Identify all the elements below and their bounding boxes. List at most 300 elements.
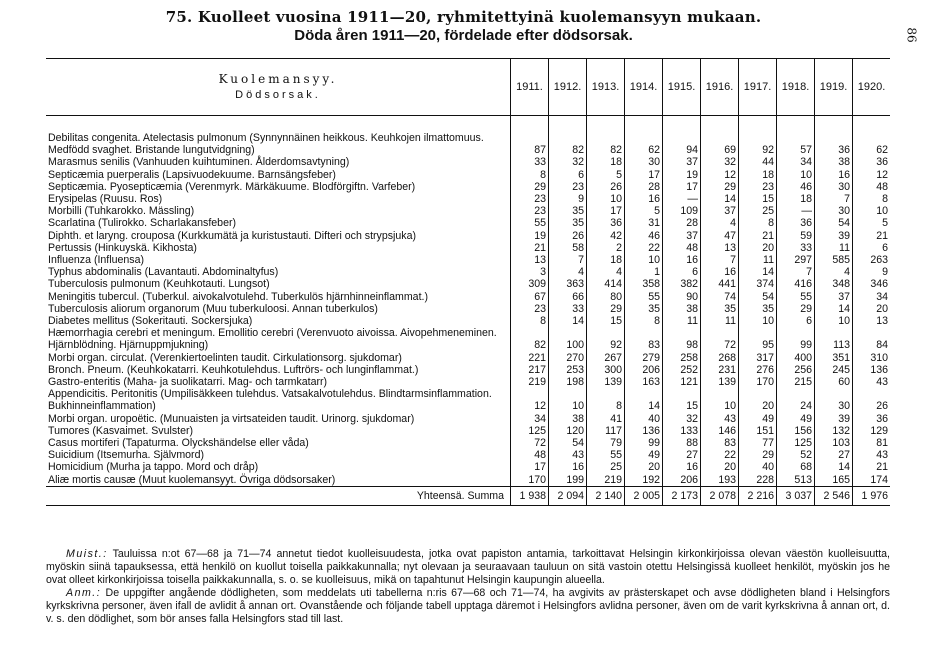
value-cell: 253 (549, 364, 587, 376)
table-row (46, 169, 890, 181)
value-cell: 7 (701, 254, 739, 266)
table-row (46, 230, 890, 242)
total-row (46, 486, 890, 505)
value-cell: 37 (663, 156, 701, 168)
value-cell: 19 (663, 169, 701, 181)
value-cell: 125 (511, 425, 549, 437)
value-cell: 83 (625, 327, 663, 351)
value-cell: 47 (701, 230, 739, 242)
value-cell: 276 (739, 364, 777, 376)
value-cell: 121 (663, 376, 701, 388)
table-row (46, 156, 890, 168)
value-cell: 24 (777, 388, 815, 412)
value-cell: 81 (853, 437, 891, 449)
value-cell: 16 (663, 254, 701, 266)
value-cell: 221 (511, 352, 549, 364)
table-row (46, 254, 890, 266)
value-cell: 13 (701, 242, 739, 254)
value-cell: 35 (549, 217, 587, 229)
value-cell: 48 (853, 181, 891, 193)
total-cell: 2 173 (663, 486, 701, 505)
value-cell: 585 (815, 254, 853, 266)
value-cell: 34 (511, 413, 549, 425)
value-cell: 49 (739, 413, 777, 425)
value-cell: 29 (701, 181, 739, 193)
page-number: 86 (904, 27, 919, 43)
value-cell: 441 (701, 278, 739, 290)
value-cell: 20 (625, 461, 663, 473)
value-cell: 206 (625, 364, 663, 376)
value-cell: 20 (739, 242, 777, 254)
cause-cell: Appendicitis. Peritonitis (Umpilisäkkeen tulehdus. Vatsakalvotulehdus. Blindtarmsinflammation. Bukhinneinflammation) (48, 388, 492, 413)
value-cell: 82 (511, 327, 549, 351)
value-cell: 26 (853, 388, 891, 412)
value-cell: 13 (853, 315, 891, 327)
cause-cell: Suicidium (Itsemurha. Självmord) (48, 449, 205, 462)
value-cell: 416 (777, 278, 815, 290)
value-cell: 151 (739, 425, 777, 437)
value-cell: 32 (549, 156, 587, 168)
cause-cell: Tumores (Kasvaimet. Svulster) (48, 424, 194, 437)
value-cell: 199 (549, 474, 587, 487)
value-cell: 41 (587, 413, 625, 425)
total-cell: 2 005 (625, 486, 663, 505)
table-row (46, 291, 890, 303)
value-cell: 4 (587, 266, 625, 278)
total-cell: 2 216 (739, 486, 777, 505)
value-cell: 30 (815, 388, 853, 412)
value-cell: 5 (853, 217, 891, 229)
value-cell: 36 (587, 217, 625, 229)
value-cell: 113 (815, 327, 853, 351)
value-cell: 146 (701, 425, 739, 437)
value-cell: 11 (739, 254, 777, 266)
table-row (46, 266, 890, 278)
value-cell: 35 (625, 303, 663, 315)
table-row (46, 116, 890, 157)
value-cell: 74 (701, 291, 739, 303)
value-cell: 16 (625, 193, 663, 205)
value-cell: 132 (815, 425, 853, 437)
table-row (46, 461, 890, 473)
value-cell: 163 (625, 376, 663, 388)
title-finnish: 75. Kuolleet vuosina 1911—20, ryhmitettyinä kuolemansyyn mukaan. (165, 8, 762, 26)
year-header: 1919. (815, 59, 853, 116)
year-header: 1915. (663, 59, 701, 116)
value-cell: 12 (853, 169, 891, 181)
value-cell: 14 (815, 461, 853, 473)
value-cell: 7 (815, 193, 853, 205)
cause-cell: Meningitis tubercul. (Tuberkul. aivokalvotulehd. Tuberkulös hjärnhinneinflammat.) (48, 290, 428, 303)
value-cell: 26 (587, 181, 625, 193)
value-cell: 30 (815, 205, 853, 217)
value-cell: 374 (739, 278, 777, 290)
cause-cell: Diabetes mellitus (Sokeritauti. Sockersjuka) (48, 315, 253, 328)
note-finnish-text: Tauluissa n:ot 67—68 ja 71—74 annetut tiedot kuolleisuudesta, jotka ovat papiston antamia, tarkoittavat Helsingin kirkonkirjoissa olevan väestön kuolleisuutta, myöskin siinä tapauksessa, että henkilö on kuollut toisella paikkakunnalla; nyt olevaan ja seuraavaan tauluun on sitä vastoin otettu Helsingissä kuolleet henkilöt, myöskin jos he ovat olleet kirkonkirjoissa toisella paikkakunnalla, s. o. se kuolleisuus, mikä on tapahtunut Helsingin kaupungin alueella. (46, 548, 890, 586)
value-cell: 54 (739, 291, 777, 303)
value-cell: 90 (663, 291, 701, 303)
value-cell: 7 (549, 254, 587, 266)
value-cell: 36 (815, 116, 853, 157)
value-cell: 83 (701, 437, 739, 449)
cause-cell: Septicæmia. Pyosepticæmia (Verenmyrk. Märkäkuume. Blodförgiftn. Varfeber) (48, 180, 416, 193)
value-cell: 38 (663, 303, 701, 315)
table-row (46, 449, 890, 461)
value-cell: 58 (549, 242, 587, 254)
value-cell: 82 (587, 116, 625, 157)
value-cell: 37 (701, 205, 739, 217)
value-cell: 23 (739, 181, 777, 193)
title-swedish: Döda åren 1911—20, fördelade efter dödsorsak. (294, 27, 633, 44)
value-cell: 10 (625, 254, 663, 266)
value-cell: 513 (777, 474, 815, 487)
value-cell: 54 (815, 217, 853, 229)
value-cell: 30 (625, 156, 663, 168)
value-cell: 252 (663, 364, 701, 376)
value-cell: 215 (777, 376, 815, 388)
value-cell: 21 (853, 461, 891, 473)
year-header: 1914. (625, 59, 663, 116)
value-cell: 54 (549, 437, 587, 449)
value-cell: 16 (549, 461, 587, 473)
title-block (0, 8, 927, 44)
value-cell: 42 (587, 230, 625, 242)
value-cell: 77 (739, 437, 777, 449)
value-cell: 55 (625, 291, 663, 303)
value-cell: 414 (587, 278, 625, 290)
value-cell: 258 (663, 352, 701, 364)
value-cell: 29 (511, 181, 549, 193)
value-cell: 94 (663, 116, 701, 157)
table-row (46, 364, 890, 376)
value-cell: 136 (853, 364, 891, 376)
value-cell: 18 (777, 193, 815, 205)
value-cell: 13 (511, 254, 549, 266)
value-cell: 29 (777, 303, 815, 315)
value-cell: 33 (777, 242, 815, 254)
cause-cell: Erysipelas (Ruusu. Ros) (48, 193, 163, 206)
note-finnish-lead: Muist.: (66, 548, 108, 560)
value-cell: 37 (663, 230, 701, 242)
value-cell: 95 (739, 327, 777, 351)
value-cell: 139 (587, 376, 625, 388)
value-cell: 10 (549, 388, 587, 412)
value-cell: 6 (853, 242, 891, 254)
value-cell: 32 (701, 156, 739, 168)
value-cell: 20 (701, 461, 739, 473)
value-cell: 92 (739, 116, 777, 157)
value-cell: 68 (777, 461, 815, 473)
value-cell: 228 (739, 474, 777, 487)
value-cell: 98 (663, 327, 701, 351)
value-cell: 8 (853, 193, 891, 205)
value-cell: 9 (549, 193, 587, 205)
value-cell: 57 (777, 116, 815, 157)
value-cell: 8 (587, 388, 625, 412)
value-cell: 217 (511, 364, 549, 376)
value-cell: 5 (625, 205, 663, 217)
value-cell: 17 (625, 169, 663, 181)
value-cell: 43 (853, 449, 891, 461)
value-cell: 117 (587, 425, 625, 437)
value-cell: 15 (739, 193, 777, 205)
value-cell: 66 (549, 291, 587, 303)
value-cell: 4 (549, 266, 587, 278)
value-cell: 21 (853, 230, 891, 242)
value-cell: 17 (663, 181, 701, 193)
value-cell: 4 (815, 266, 853, 278)
total-label: Yhteensä. Summa (46, 486, 511, 505)
value-cell: 400 (777, 352, 815, 364)
table-row (46, 413, 890, 425)
value-cell: 8 (511, 315, 549, 327)
value-cell: 37 (815, 291, 853, 303)
table-row (46, 327, 890, 351)
value-cell: 80 (587, 291, 625, 303)
value-cell: 136 (625, 425, 663, 437)
value-cell: 34 (853, 291, 891, 303)
value-cell: 100 (549, 327, 587, 351)
total-cell: 1 938 (511, 486, 549, 505)
value-cell: 174 (853, 474, 891, 487)
value-cell: 62 (853, 116, 891, 157)
value-cell: 156 (777, 425, 815, 437)
note-swedish (46, 587, 890, 626)
value-cell: 46 (625, 230, 663, 242)
table-header-row (46, 59, 890, 116)
cause-cell: Pertussis (Hinkuyskä. Kikhosta) (48, 241, 197, 254)
cause-column-header (46, 59, 511, 116)
value-cell: 268 (701, 352, 739, 364)
value-cell: 49 (777, 413, 815, 425)
value-cell: 88 (663, 437, 701, 449)
value-cell: 84 (853, 327, 891, 351)
value-cell: 317 (739, 352, 777, 364)
value-cell: 10 (815, 315, 853, 327)
value-cell: 192 (625, 474, 663, 487)
cause-cell: Bronch. Pneum. (Keuhkokatarri. Keuhkotulehdus. Luftrörs- och lunginflammat.) (48, 363, 419, 376)
value-cell: 34 (777, 156, 815, 168)
value-cell: 5 (587, 169, 625, 181)
value-cell: 16 (663, 461, 701, 473)
value-cell: 133 (663, 425, 701, 437)
value-cell: 67 (511, 291, 549, 303)
cause-header-finnish: Kuolemansyy. (218, 71, 338, 86)
value-cell: 14 (815, 303, 853, 315)
value-cell: 43 (701, 413, 739, 425)
value-cell: 33 (549, 303, 587, 315)
value-cell: 310 (853, 352, 891, 364)
value-cell: 16 (701, 266, 739, 278)
value-cell: 348 (815, 278, 853, 290)
value-cell: 18 (587, 156, 625, 168)
value-cell: 55 (587, 449, 625, 461)
cause-cell: Homicidium (Murha ja tappo. Mord och dråp) (48, 461, 259, 474)
value-cell: 99 (625, 437, 663, 449)
value-cell: 10 (587, 193, 625, 205)
value-cell: 22 (701, 449, 739, 461)
value-cell: 10 (739, 315, 777, 327)
cause-cell: Debilitas congenita. Atelectasis pulmonum (Synnynnäinen heikkous. Keuhkojen ilmattomuus. Medfödd svaghet. Bristande lungutvidgning) (48, 132, 484, 157)
value-cell: 60 (815, 376, 853, 388)
table-row (46, 303, 890, 315)
value-cell: 25 (739, 205, 777, 217)
value-cell: 36 (853, 413, 891, 425)
value-cell: 358 (625, 278, 663, 290)
value-cell: 219 (587, 474, 625, 487)
year-header: 1920. (853, 59, 891, 116)
value-cell: 120 (549, 425, 587, 437)
total-cell: 2 546 (815, 486, 853, 505)
value-cell: 32 (663, 413, 701, 425)
table-row (46, 474, 890, 487)
value-cell: 14 (739, 266, 777, 278)
value-cell: 139 (701, 376, 739, 388)
value-cell: 82 (549, 116, 587, 157)
total-cell: 2 140 (587, 486, 625, 505)
value-cell: 48 (663, 242, 701, 254)
cause-cell: Marasmus senilis (Vanhuuden kuihtuminen. Ålderdomsavtyning) (48, 156, 350, 169)
value-cell: 38 (815, 156, 853, 168)
value-cell: 14 (549, 315, 587, 327)
value-cell: 14 (625, 388, 663, 412)
note-swedish-lead: Anm.: (66, 587, 102, 599)
cause-cell: Aliæ mortis causæ (Muut kuolemansyyt. Övriga dödsorsaker) (48, 473, 336, 486)
value-cell: 19 (511, 230, 549, 242)
value-cell: 20 (853, 303, 891, 315)
value-cell: 30 (815, 181, 853, 193)
cause-cell: Morbi organ. uropoëtic. (Munuaisten ja virtsateiden taudit. Urinorg. sjukdomar) (48, 412, 415, 425)
cause-cell: Typhus abdominalis (Lavantauti. Abdominaltyfus) (48, 266, 279, 279)
cause-cell: Gastro-enteritis (Maha- ja suolikatarri. Mag- och tarmkatarr) (48, 376, 328, 389)
value-cell: 36 (853, 156, 891, 168)
value-cell: 198 (549, 376, 587, 388)
cause-cell: Hæmorrhagia cerebri et meningum. Emollitio cerebri (Verenvuoto aivoissa. Aivopehmeneminen. Hjärnblödning. Hjärnuppmjukning) (48, 327, 497, 352)
value-cell: 346 (853, 278, 891, 290)
value-cell: 165 (815, 474, 853, 487)
table-row (46, 278, 890, 290)
value-cell: 12 (701, 169, 739, 181)
table-row (46, 352, 890, 364)
value-cell: 11 (815, 242, 853, 254)
value-cell: 8 (739, 217, 777, 229)
value-cell: — (663, 193, 701, 205)
value-cell: 363 (549, 278, 587, 290)
value-cell: 22 (625, 242, 663, 254)
cause-cell: Morbi organ. circulat. (Verenkiertoelinten taudit. Cirkulationsorg. sjukdomar) (48, 351, 402, 364)
value-cell: 20 (739, 388, 777, 412)
value-cell: 46 (777, 181, 815, 193)
value-cell: 23 (549, 181, 587, 193)
value-cell: 31 (625, 217, 663, 229)
value-cell: 193 (701, 474, 739, 487)
value-cell: 109 (663, 205, 701, 217)
table-row (46, 315, 890, 327)
value-cell: 206 (663, 474, 701, 487)
value-cell: 72 (701, 327, 739, 351)
value-cell: 12 (511, 388, 549, 412)
value-cell: 59 (777, 230, 815, 242)
value-cell: 382 (663, 278, 701, 290)
value-cell: 52 (777, 449, 815, 461)
year-header: 1911. (511, 59, 549, 116)
value-cell: 170 (739, 376, 777, 388)
value-cell: 17 (511, 461, 549, 473)
value-cell: 270 (549, 352, 587, 364)
table-row (46, 193, 890, 205)
value-cell: 279 (625, 352, 663, 364)
cause-cell: Septicæmia puerperalis (Lapsivuodekuume. Barnsängsfeber) (48, 168, 336, 181)
value-cell: 21 (739, 230, 777, 242)
footnotes (46, 548, 890, 626)
value-cell: 39 (815, 230, 853, 242)
value-cell: 231 (701, 364, 739, 376)
value-cell: 38 (549, 413, 587, 425)
cause-cell: Casus mortiferi (Tapaturma. Olyckshändelse eller våda) (48, 437, 309, 450)
value-cell: 43 (853, 376, 891, 388)
value-cell: 29 (587, 303, 625, 315)
value-cell: 1 (625, 266, 663, 278)
value-cell: 351 (815, 352, 853, 364)
value-cell: 48 (511, 449, 549, 461)
value-cell: 17 (587, 205, 625, 217)
value-cell: 87 (511, 116, 549, 157)
value-cell: 79 (587, 437, 625, 449)
value-cell: 21 (511, 242, 549, 254)
value-cell: 263 (853, 254, 891, 266)
total-cell: 1 976 (853, 486, 891, 505)
value-cell: 27 (663, 449, 701, 461)
value-cell: 55 (777, 291, 815, 303)
year-header: 1913. (587, 59, 625, 116)
cause-cell: Influenza (Influensa) (48, 254, 144, 267)
value-cell: 4 (701, 217, 739, 229)
value-cell: 72 (511, 437, 549, 449)
value-cell: 28 (663, 217, 701, 229)
value-cell: 92 (587, 327, 625, 351)
value-cell: 267 (587, 352, 625, 364)
value-cell: 129 (853, 425, 891, 437)
note-swedish-text: De uppgifter angående dödligheten, som meddelats uti tabellerna n:ris 67—68 och 71—74, ha avgivits av prästerskapet och avse dödligheten bland i Helsingfors kyrkskrivna personer, även ifall de avlidit å annan ort. Ovanstående och följande tabell upptaga däremot i Helsingfors avlidna personer, även om de varit kyrkskrivna å annan ort, d. v. s. den dödlighet, som bör anses falla Helsingfors stad till last. (46, 587, 890, 625)
value-cell: 28 (625, 181, 663, 193)
value-cell: 219 (511, 376, 549, 388)
cause-header-swedish: Dödsorsak. (235, 89, 321, 101)
value-cell: 103 (815, 437, 853, 449)
value-cell: 99 (777, 327, 815, 351)
value-cell: 35 (701, 303, 739, 315)
value-cell: 300 (587, 364, 625, 376)
value-cell: 43 (549, 449, 587, 461)
value-cell: 8 (625, 315, 663, 327)
value-cell: 6 (777, 315, 815, 327)
table-row (46, 388, 890, 412)
table-row (46, 181, 890, 193)
value-cell: 35 (739, 303, 777, 315)
table-row (46, 376, 890, 388)
value-cell: 2 (587, 242, 625, 254)
table-row (46, 425, 890, 437)
value-cell: 245 (815, 364, 853, 376)
value-cell: 39 (815, 413, 853, 425)
value-cell: 23 (511, 193, 549, 205)
value-cell: 49 (625, 449, 663, 461)
value-cell: 14 (701, 193, 739, 205)
value-cell: 33 (511, 156, 549, 168)
year-header: 1916. (701, 59, 739, 116)
table-body (46, 116, 890, 487)
table-row (46, 217, 890, 229)
year-header: 1917. (739, 59, 777, 116)
